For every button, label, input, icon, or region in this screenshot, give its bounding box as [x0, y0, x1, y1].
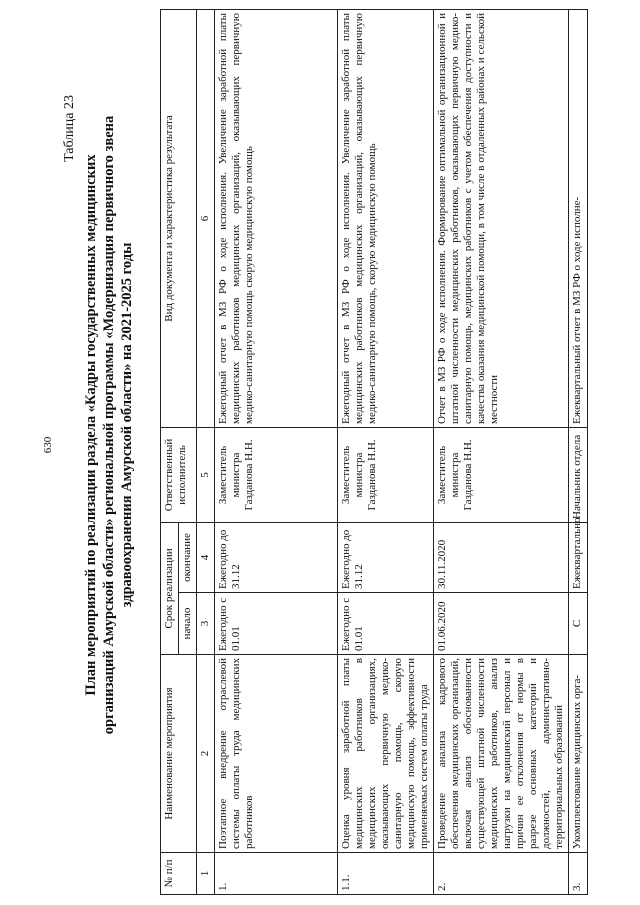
row-result: Ежегодный отчет в МЗ РФ о ходе исполнения. Увеличение заработной платы медицинских работников медицинских организаций, оказывающих первичную медико-санитарную помощь скорую медицинскую помощь: [215, 9, 338, 427]
row-num: 2.: [434, 853, 569, 895]
header-responsible: Ответственный исполнитель: [161, 427, 197, 522]
page-number: 630: [42, 436, 54, 454]
row-end: 30.11.2020: [434, 522, 569, 592]
table-row: [434, 9, 569, 894]
header-period: Срок реализации: [161, 522, 179, 654]
col-number: 4: [197, 522, 215, 592]
row-responsible: Заместитель министра Газданова Н.Н.: [215, 427, 338, 522]
row-num: 1.: [215, 853, 338, 895]
row-start: 01.06.2020: [434, 593, 569, 655]
row-responsible: Заместитель министра Газданова Н.Н.: [338, 427, 434, 522]
col-number: 1: [197, 853, 215, 895]
column-number-row: [197, 9, 215, 894]
row-num: 1.1.: [338, 853, 434, 895]
header-start: начало: [179, 593, 197, 655]
row-end: Ежегодно до 31.12: [338, 522, 434, 592]
plan-table: [160, 9, 588, 895]
row-result: Отчет в МЗ РФ о ходе исполнения. Формирование оптимальной организационной и штатной численности медицинских работников, оказывающих первичную медико-санитарную помощь, медицинских работников с учетом обеспечения доступности и качества оказания медицинской помощи, в том числе в отдаленных районах и сельской местности: [434, 9, 569, 427]
row-start: Ежегодно с 01.01: [215, 593, 338, 655]
col-number: 6: [197, 9, 215, 427]
header-num: № п/п: [161, 853, 197, 895]
col-number: 5: [197, 427, 215, 522]
col-number: 2: [197, 655, 215, 853]
row-responsible: Заместитель министра Газданова Н.Н.: [434, 427, 569, 522]
table-label: Таблица 23: [62, 95, 77, 162]
row-end: Ежеквартально: [569, 522, 588, 592]
header-result: Вид документа и характеристика результата: [161, 9, 197, 427]
row-start: Ежегодно с 01.01: [338, 593, 434, 655]
row-result: Ежегодный отчет в МЗ РФ о ходе исполнения. Увеличение заработной платы медицинских работников медицинских организаций, оказывающих первичную медико-санитарную помощь, скорую медицинскую помощь: [338, 9, 434, 427]
row-end: Ежегодно до 31.12: [215, 522, 338, 592]
row-num: 3.: [569, 853, 588, 895]
header-row: [161, 9, 179, 894]
row-name: Поэтапное внедрение отраслевой системы оплаты труда медицинских работников: [215, 655, 338, 853]
row-name: Проведение анализа кадрового обеспечения медицинских организаций, включая анализ обоснованности существующей штатной численности медицинских работников, анализ нагрузки на медицинский персонал и причин ее отклонения от нормы в разрезе основных категорий и должностей, административно-территориальных образований: [434, 655, 569, 853]
header-name: Наименование мероприятия: [161, 655, 197, 853]
col-number: 3: [197, 593, 215, 655]
table-row: [569, 9, 588, 894]
row-start: С: [569, 593, 588, 655]
table-row: [215, 9, 338, 894]
document-title: План мероприятий по реализации раздела «Кадры государственных медицинских организаций Амурской области» региональной программы «Модернизация первичного звена здравоохранения Амурской области» на 2021-2025 годы: [83, 115, 135, 735]
table-row: [338, 9, 434, 894]
row-name: Оценка уровня заработной платы медицинских работников в медицинских организациях, оказывающих первичную медико-санитарную помощь, скорую медицинскую помощь, эффективности применяемых систем оплаты труда: [338, 655, 434, 853]
row-responsible: Начальник отдела: [569, 427, 588, 522]
row-name: Укомплектование медицинских орга-: [569, 655, 588, 853]
row-result: Ежеквартальный отчет в МЗ РФ о ходе исполне-: [569, 9, 588, 427]
header-end: окончание: [179, 522, 197, 592]
